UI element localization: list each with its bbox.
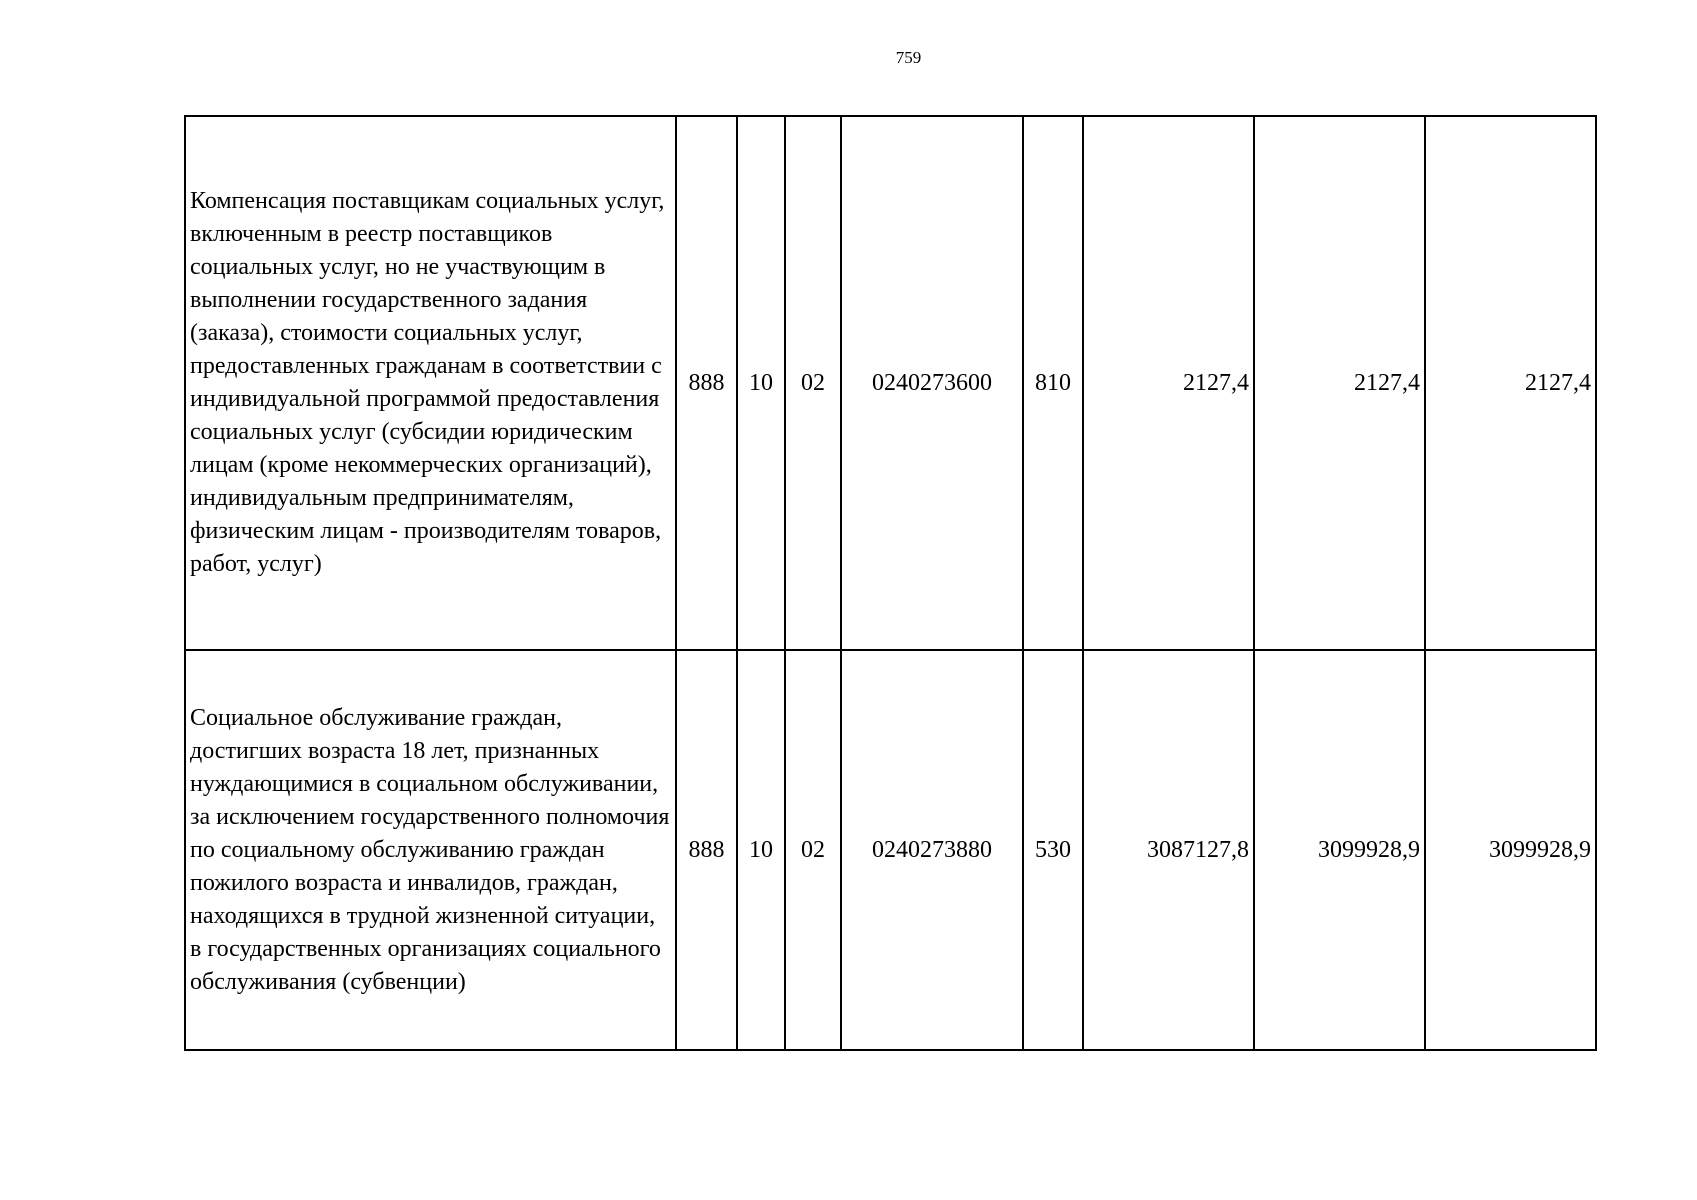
table-body: [185, 116, 1596, 1050]
ministry-code-cell: 888: [676, 650, 737, 1050]
row-description: Социальное обслуживание граждан, достигших возраста 18 лет, признанных нуждающимися в социальном обслуживании, за исключением государственного полномочия по социальному обслуживанию граждан пожилого возраста и инвалидов, граждан, находящихся в трудной жизненной ситуации, в государственных организациях социального обслуживания (субвенции): [185, 650, 676, 1050]
amount-1-cell: 3087127,8: [1083, 650, 1254, 1050]
table-row: [185, 116, 1596, 650]
amount-1-cell: 2127,4: [1083, 116, 1254, 650]
expense-type-cell: 810: [1023, 116, 1083, 650]
subsection-code-cell: 02: [785, 116, 841, 650]
amount-3-cell: 3099928,9: [1425, 650, 1596, 1050]
amount-3-cell: 2127,4: [1425, 116, 1596, 650]
amount-2-cell: 3099928,9: [1254, 650, 1425, 1050]
row-description: Компенсация поставщикам социальных услуг, включенным в реестр поставщиков социальных услуг, но не участвующим в выполнении государственного задания (заказа), стоимости социальных услуг, предоставленных гражданам в соответствии с индивидуальной программой предоставления социальных услуг (субсидии юридическим лицам (кроме некоммерческих организаций), индивидуальным предпринимателям, физическим лицам - производителям товаров, работ, услуг): [185, 116, 676, 650]
subsection-code-cell: 02: [785, 650, 841, 1050]
table-row: [185, 650, 1596, 1050]
target-article-cell: 0240273880: [841, 650, 1023, 1050]
budget-table: [184, 115, 1597, 1051]
expense-type-cell: 530: [1023, 650, 1083, 1050]
section-code-cell: 10: [737, 116, 785, 650]
ministry-code-cell: 888: [676, 116, 737, 650]
page-number: 759: [895, 48, 922, 67]
section-code-cell: 10: [737, 650, 785, 1050]
target-article-cell: 0240273600: [841, 116, 1023, 650]
amount-2-cell: 2127,4: [1254, 116, 1425, 650]
